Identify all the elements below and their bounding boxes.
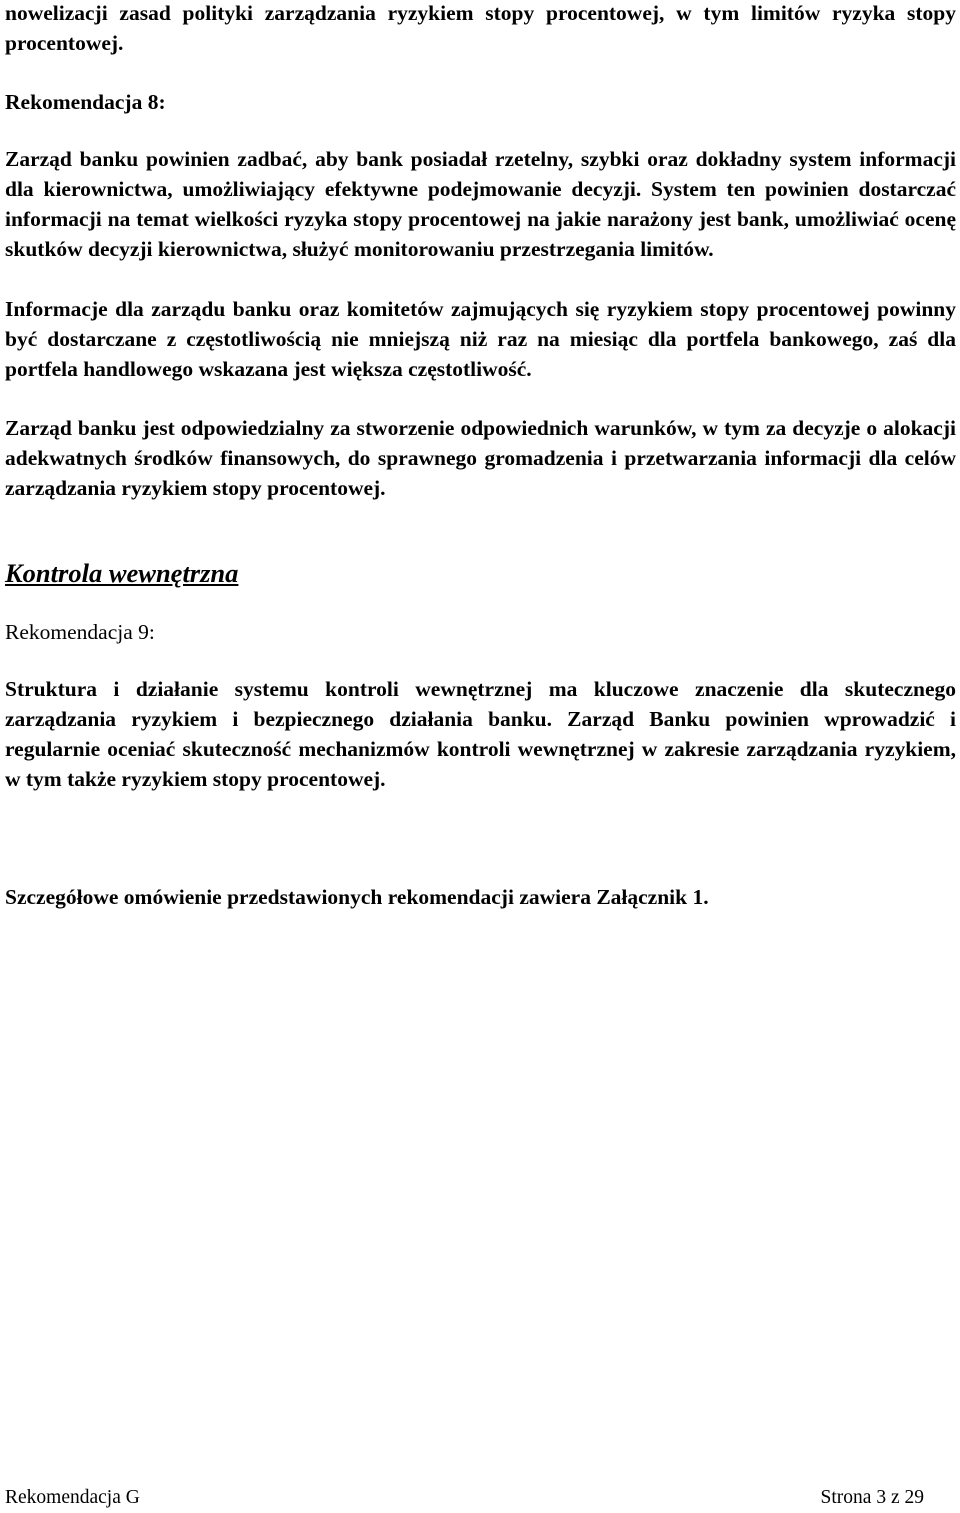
footer-page-number: Strona 3 z 29 bbox=[820, 1487, 924, 1508]
intro-paragraph: nowelizacji zasad polityki zarządzania ryzykiem stopy procentowej, w tym limitów ryzyka stopy procentowej. bbox=[5, 1, 956, 55]
recommendation-8-paragraph-1: Zarząd banku powinien zadbać, aby bank posiadał rzetelny, szybki oraz dokładny system informacji dla kierownictwa, umożliwiający efektywne podejmowanie decyzji. System ten powinien dostarczać informacji na temat wielkości ryzyka stopy procentowej na jakie narażony jest bank, umożliwiać ocenę skutków decyzji kierownictwa, służyć monitorowaniu przestrzegania limitów. bbox=[5, 147, 956, 261]
recommendation-9-title: Rekomendacja 9: bbox=[5, 620, 155, 644]
recommendation-8-paragraph-3: Zarząd banku jest odpowiedzialny za stworzenie odpowiednich warunków, w tym za decyzje o alokacji adekwatnych środków finansowych, do sprawnego gromadzenia i przetwarzania informacji dla celów zarządzania ryzykiem stopy procentowej. bbox=[5, 416, 956, 500]
closing-note: Szczegółowe omówienie przedstawionych rekomendacji zawiera Załącznik 1. bbox=[5, 885, 709, 909]
recommendation-8-paragraph-2: Informacje dla zarządu banku oraz komitetów zajmujących się ryzykiem stopy procentowej powinny być dostarczane z częstotliwością nie mniejszą niż raz na miesiąc dla portfela bankowego, zaś dla portfela handlowego wskazana jest większa częstotliwość. bbox=[5, 297, 956, 381]
section-heading: Kontrola wewnętrzna bbox=[5, 558, 239, 588]
footer-document-name: Rekomendacja G bbox=[5, 1487, 140, 1508]
recommendation-9-paragraph: Struktura i działanie systemu kontroli wewnętrznej ma kluczowe znaczenie dla skutecznego zarządzania ryzykiem i bezpiecznego działania banku. Zarząd Banku powinien wprowadzić i regularnie oceniać skuteczność mechanizmów kontroli wewnętrznej w zakresie zarządzania ryzykiem, w tym także ryzykiem stopy procentowej. bbox=[5, 677, 956, 791]
recommendation-8-title: Rekomendacja 8: bbox=[5, 90, 166, 114]
